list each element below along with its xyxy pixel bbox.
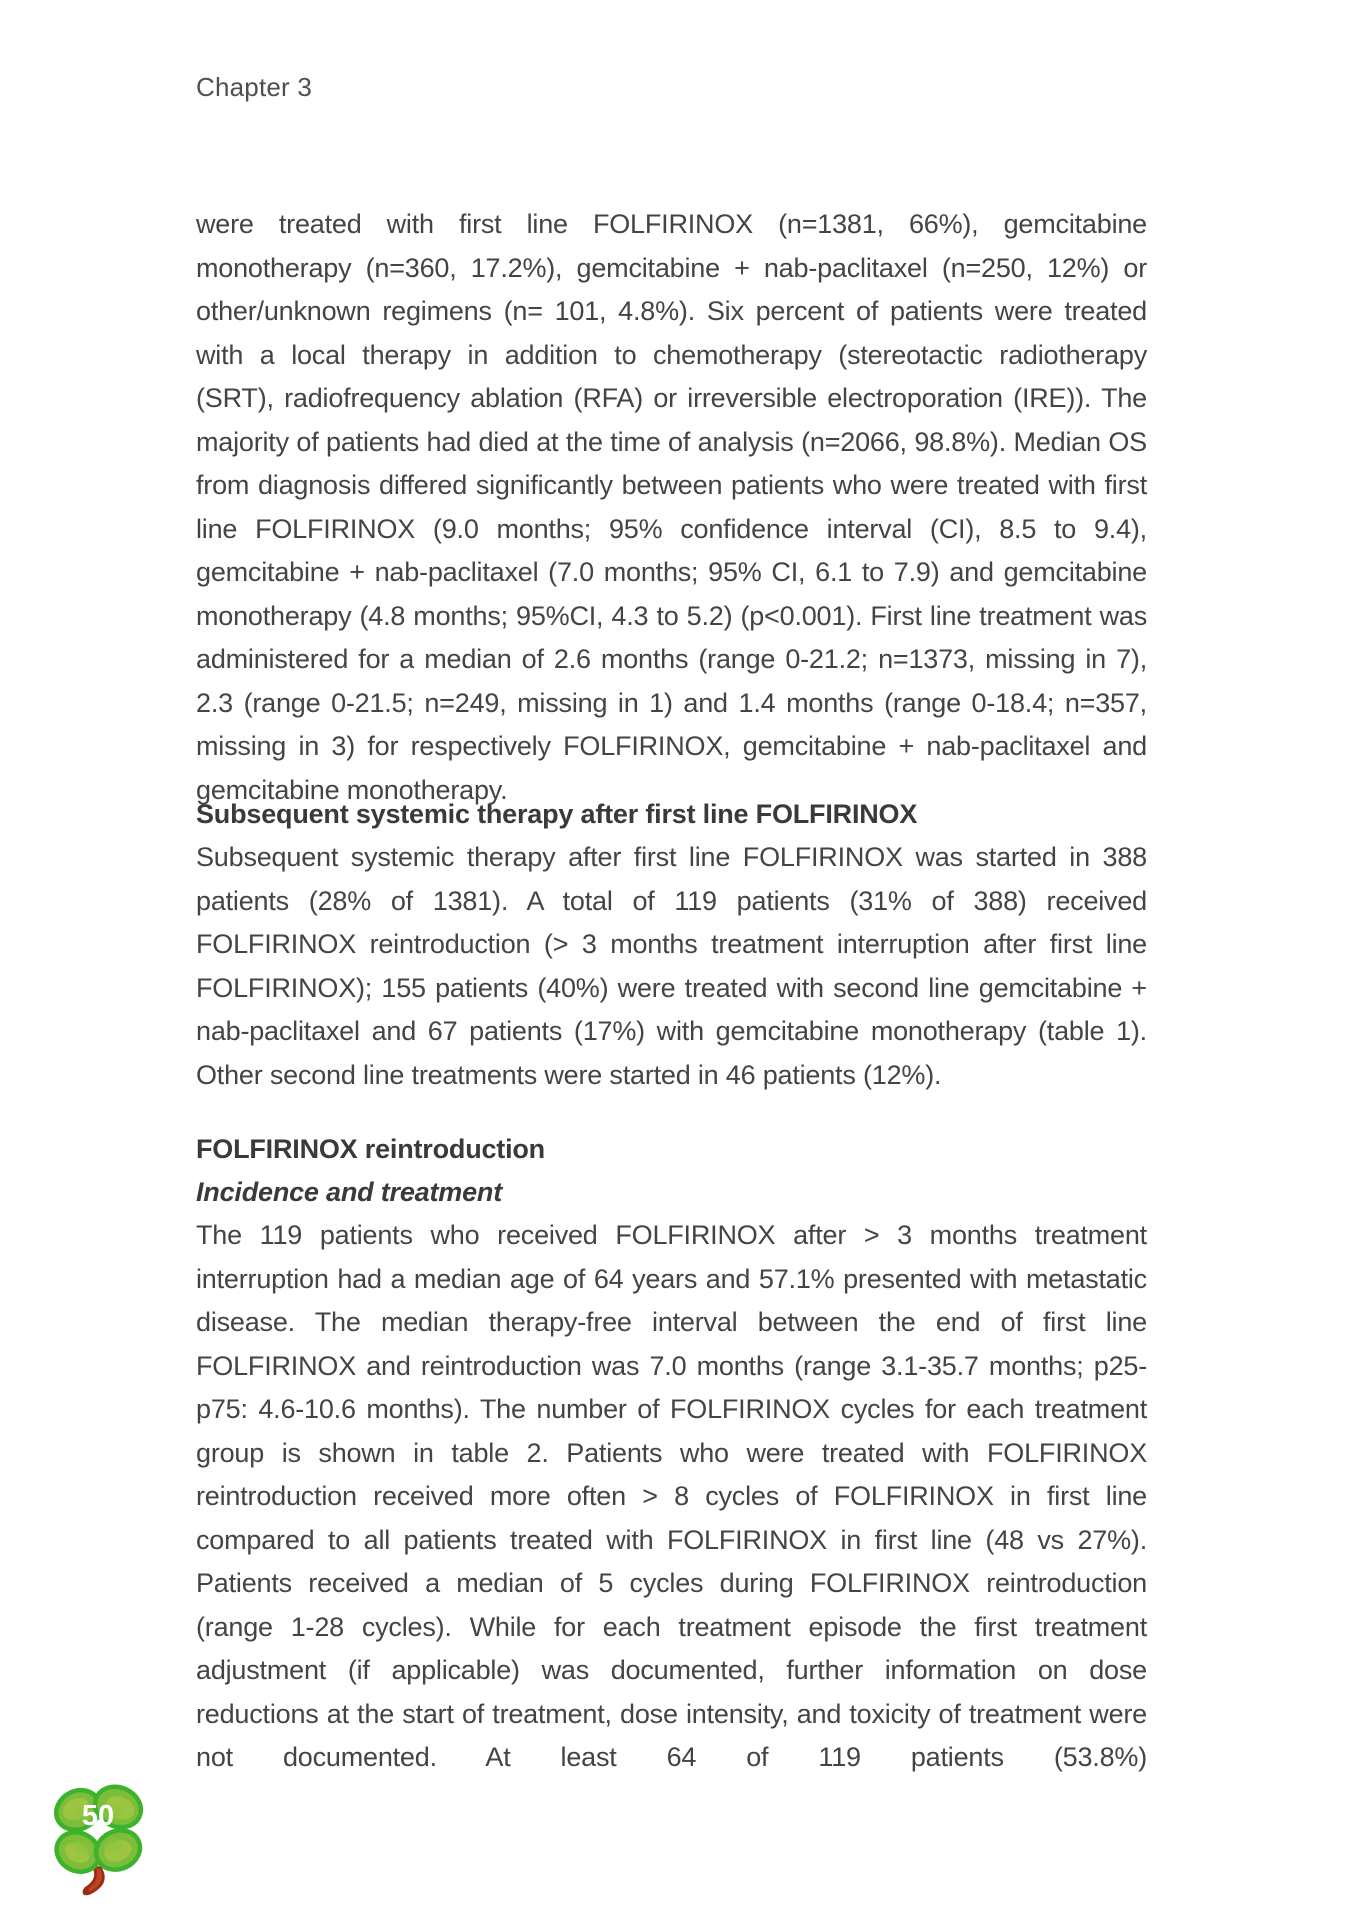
page-number: 50 xyxy=(81,1800,115,1832)
paragraph-first-line-treatment: were treated with first line FOLFIRINOX (n=1381, 66%), gemcitabine monotherapy (n=360, 17.2%), gemcitabine + nab-paclitaxel (n=250, 12%) or other/unknown regimens (n= 101, 4.8%). Six percent of patients were treated with a local therapy in addition to chemotherapy (stereotactic radiotherapy (SRT), radiofrequency ablation (RFA) or irreversible electroporation (IRE)). The majority of patients had died at the time of analysis (n=2066, 98.8%). Median OS from diagnosis differed significantly between patients who were treated with first line FOLFIRINOX (9.0 months; 95% confidence interval (CI), 8.5 to 9.4), gemcitabine + nab-paclitaxel (7.0 months; 95% CI, 6.1 to 7.9) and gemcitabine monotherapy (4.8 months; 95%CI, 4.3 to 5.2) (p<0.001). First line treatment was administered for a median of 2.6 months (range 0-21.2; n=1373, missing in 7), 2.3 (range 0-21.5; n=249, missing in 1) and 1.4 months (range 0-18.4; n=357, missing in 3) for respectively FOLFIRINOX, gemcitabine + nab-paclitaxel and gemcitabine monotherapy. xyxy=(196,209,1147,805)
heading-subsequent-systemic-therapy: Subsequent systemic therapy after first line FOLFIRINOX xyxy=(196,799,918,829)
chapter-running-header: Chapter 3 xyxy=(196,72,312,102)
page-footer-decoration xyxy=(52,1782,148,1906)
paragraph-subsequent-systemic-therapy: Subsequent systemic therapy after first line FOLFIRINOX was started in 388 patients (28% of 1381). A total of 119 patients (31% of 388) received FOLFIRINOX reintroduction (> 3 months treatment interruption after first line FOLFIRINOX); 155 patients (40%) were treated with second line gemcitabine + nab-paclitaxel and 67 patients (17%) with gemcitabine monotherapy (table 1). Other second line treatments were started in 46 patients (12%). xyxy=(196,842,1147,1090)
heading-folfirinox-reintroduction: FOLFIRINOX reintroduction xyxy=(196,1134,545,1164)
subheading-incidence-and-treatment: Incidence and treatment xyxy=(196,1177,502,1207)
clover-icon xyxy=(52,1782,148,1906)
paragraph-folfirinox-reintroduction: The 119 patients who received FOLFIRINOX after > 3 months treatment interruption had a median age of 64 years and 57.1% presented with metastatic disease. The median therapy-free interval between the end of first line FOLFIRINOX and reintroduction was 7.0 months (range 3.1-35.7 months; p25-p75: 4.6-10.6 months). The number of FOLFIRINOX cycles for each treatment group is shown in table 2. Patients who were treated with FOLFIRINOX reintroduction received more often > 8 cycles of FOLFIRINOX in first line compared to all patients treated with FOLFIRINOX in first line (48 vs 27%). Patients received a median of 5 cycles during FOLFIRINOX reintroduction (range 1-28 cycles). While for each treatment episode the first treatment adjustment (if applicable) was documented, further information on dose reductions at the start of treatment, dose intensity, and toxicity of treatment were not documented. At least 64 of 119 patients (53.8%) xyxy=(196,1220,1147,1772)
